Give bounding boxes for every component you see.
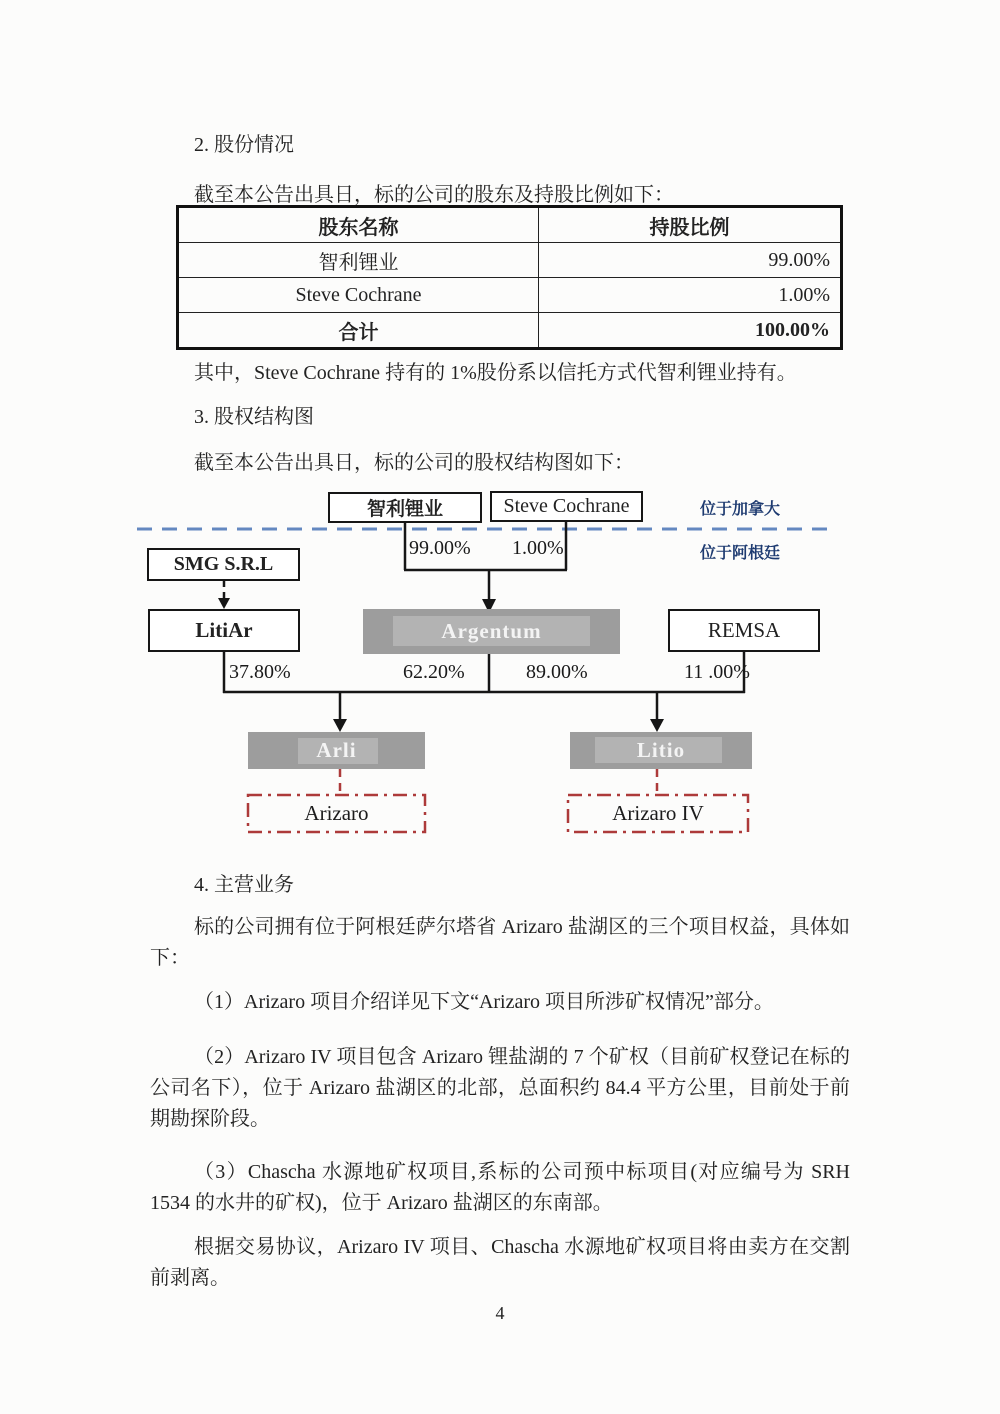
- section-2-note: 其中，Steve Cochrane 持有的 1%股份系以信托方式代智利锂业持有。: [194, 362, 797, 384]
- diagram-connector-lines: [0, 489, 1000, 835]
- page-number: 4: [495, 1303, 505, 1323]
- node-remsa: REMSA: [668, 609, 820, 652]
- node-litiar: LitiAr: [148, 609, 300, 652]
- section-4-item3: （3）Chascha 水源地矿权项目,系标的公司预中标项目(对应编号为 SRH 1534 的水井的矿权)，位于 Arizaro 盐湖区的东南部。: [150, 1161, 850, 1214]
- node-arizaro-iv: Arizaro IV: [612, 801, 704, 825]
- shareholder-table: [176, 205, 843, 350]
- total-label: 合计: [178, 313, 539, 349]
- share-ratio: 99.00%: [539, 243, 842, 278]
- shareholder-name: Steve Cochrane: [178, 278, 539, 313]
- edge-label-remsa-pct: 11 .00%: [684, 661, 750, 683]
- table-header-row: [178, 207, 842, 243]
- shareholder-name: 智利锂业: [178, 243, 539, 278]
- node-argentum-label: Argentum: [441, 619, 542, 643]
- header-share-ratio: 持股比例: [539, 207, 842, 243]
- table-row: [178, 243, 842, 278]
- region-label-canada: 位于加拿大: [700, 501, 781, 518]
- equity-structure-diagram: [0, 489, 1000, 835]
- region-label-argentina: 位于阿根廷: [700, 545, 781, 562]
- edge-label-argentum-arli-pct: 62.20%: [403, 661, 465, 683]
- edge-label-zhili-pct: 99.00%: [409, 537, 471, 559]
- section-3-intro: 截至本公告出具日，标的公司的股权结构图如下：: [194, 452, 634, 474]
- node-arli: [248, 732, 425, 769]
- edge-label-steve-pct: 1.00%: [512, 537, 564, 559]
- section-2-intro: 截至本公告出具日，标的公司的股东及持股比例如下：: [194, 184, 674, 206]
- table-total-row: [178, 313, 842, 349]
- node-arizaro: Arizaro: [304, 801, 369, 825]
- table-row: [178, 278, 842, 313]
- header-shareholder-name: 股东名称: [178, 207, 539, 243]
- node-smg: SMG S.R.L: [147, 548, 300, 581]
- share-ratio: 1.00%: [539, 278, 842, 313]
- total-ratio: 100.00%: [539, 313, 842, 349]
- section-2-heading: 2. 股份情况: [194, 134, 294, 156]
- section-4-para2: 根据交易协议，Arizaro IV 项目、Chascha 水源地矿权项目将由卖方在交割前剥离。: [150, 1236, 850, 1289]
- node-litio-label: Litio: [636, 738, 686, 762]
- edge-label-litiar-pct: 37.80%: [229, 661, 291, 683]
- section-3-heading: 3. 股权结构图: [194, 406, 314, 428]
- section-4-heading: 4. 主营业务: [194, 874, 294, 896]
- section-4-item1: （1）Arizaro 项目介绍详见下文“Arizaro 项目所涉矿权情况”部分。: [194, 991, 774, 1013]
- node-litio: [570, 732, 752, 769]
- node-zhili-lithium: 智利锂业: [328, 492, 482, 523]
- node-arli-label: Arli: [316, 738, 357, 762]
- node-steve-cochrane: Steve Cochrane: [490, 491, 643, 522]
- section-4-para1: 标的公司拥有位于阿根廷萨尔塔省 Arizaro 盐湖区的三个项目权益，具体如下：: [150, 916, 850, 969]
- edge-label-argentum-litio-pct: 89.00%: [526, 661, 588, 683]
- section-4-item2: （2）Arizaro IV 项目包含 Arizaro 锂盐湖的 7 个矿权（目前矿权登记在标的公司名下），位于 Arizaro 盐湖区的北部，总面积约 84.4 平方公里，目前处于前期勘探阶段。: [150, 1046, 850, 1130]
- node-argentum: [363, 609, 620, 654]
